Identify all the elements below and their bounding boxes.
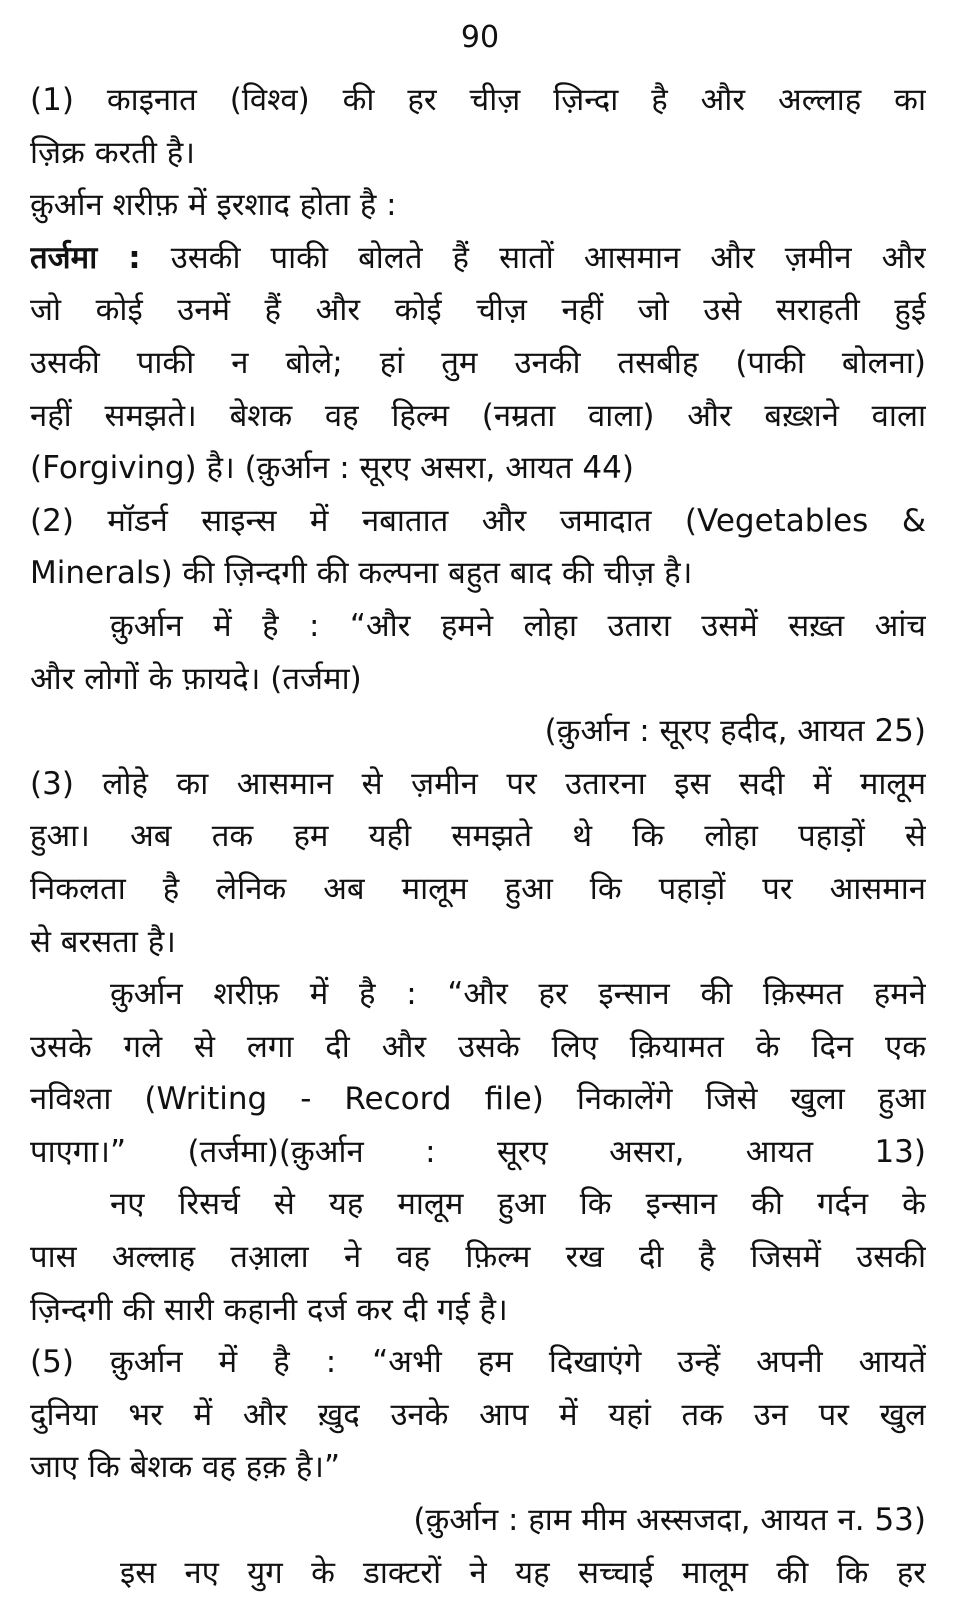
- text-line: जाए कि बेशक वह हक़ है।”: [30, 1449, 341, 1486]
- text-line: (2) मॉडर्न साइन्स में नबातात और जमादात (Vegetables &: [30, 502, 926, 539]
- text-line: [30, 1126, 926, 1179]
- citation-inline: (क़ुर्आन : सूरए असरा, आयत 13): [278, 1133, 926, 1170]
- text-line: से बरसता है।: [30, 923, 176, 960]
- text-line: (5) क़ुर्आन में है : “अभी हम दिखाएंगे उन्हें अपनी आयतें: [30, 1344, 926, 1381]
- text-line: निकलता है लेनिक अब मालूम हुआ कि पहाड़ों पर आसमान: [30, 870, 926, 907]
- text-line: दुनिया भर में और ख़ुद उनके आप में यहां तक उन पर खुल: [30, 1396, 926, 1433]
- text-line: उसके गले से लगा दी और उसके लिए क़ियामत के दिन एक: [30, 1028, 926, 1065]
- text-line-content: पाएगा।” (तर्जमा): [30, 1133, 279, 1170]
- text-line: क़ुर्आन में है : “और हमने लोहा उतारा उसमें सख़्त आंच: [110, 607, 926, 644]
- page-number: 90: [460, 20, 500, 55]
- text-line: नविश्ता (Writing - Record file) निकालेंगे जिसे खुला हुआ: [30, 1081, 926, 1118]
- text-line: क़ुर्आन शरीफ़ में इरशाद होता है :: [30, 187, 397, 224]
- text-line: नए रिसर्च से यह मालूम हुआ कि इन्सान की गर्दन के: [110, 1186, 926, 1223]
- text-line: और लोगों के फ़ायदे। (तर्जमा): [30, 660, 362, 697]
- text-line-content: उसकी पाकी बोलते हैं सातों आसमान और ज़मीन और: [170, 239, 926, 276]
- text-line: ज़िन्दगी की सारी कहानी दर्ज कर दी गई है।: [30, 1291, 508, 1328]
- text-line: (1) काइनात (विश्व) की हर चीज़ ज़िन्दा है और अल्लाह का: [30, 82, 926, 118]
- text-line: क़ुर्आन शरीफ़ में है : “और हर इन्सान की क़िस्मत हमने: [110, 976, 926, 1013]
- citation-line: (क़ुर्आन : हाम मीम अस्सजदा, आयत न. 53): [413, 1502, 926, 1539]
- text-line: हुआ। अब तक हम यही समझते थे कि लोहा पहाड़ों से: [30, 818, 926, 855]
- text-line: Minerals) की ज़िन्दगी की कल्पना बहुत बाद की चीज़ है।: [30, 555, 693, 592]
- text-line: उसकी पाकी न बोले; हां तुम उनकी तसबीह (पाकी बोलना): [30, 344, 926, 381]
- text-line: (3) लोहे का आसमान से ज़मीन पर उतारना इस सदी में मालूम: [30, 765, 926, 802]
- text-line: जो कोई उनमें हैं और कोई चीज़ नहीं जो उसे सराहती हुई: [30, 292, 926, 329]
- text-line: इस नए युग के डाक्टरों ने यह सच्चाई मालूम की कि हर: [120, 1554, 926, 1591]
- text-line: नहीं समझते। बेशक वह हिल्म (नम्रता वाला) और बख़्शने वाला: [30, 397, 926, 434]
- text-line: ज़िक्र करती है।: [30, 134, 195, 171]
- page-body: [30, 74, 926, 1599]
- text-line: पास अल्लाह तआ़ला ने वह फ़िल्म रख दी है जिसमें उसकी: [30, 1239, 926, 1276]
- citation-line: (क़ुर्आन : सूरए हदीद, आयत 25): [544, 713, 926, 750]
- text-line: [30, 232, 926, 285]
- text-line: (Forgiving) है। (क़ुर्आन : सूरए असरा, आयत 44): [30, 450, 634, 487]
- translation-label: तर्जमा :: [30, 239, 141, 276]
